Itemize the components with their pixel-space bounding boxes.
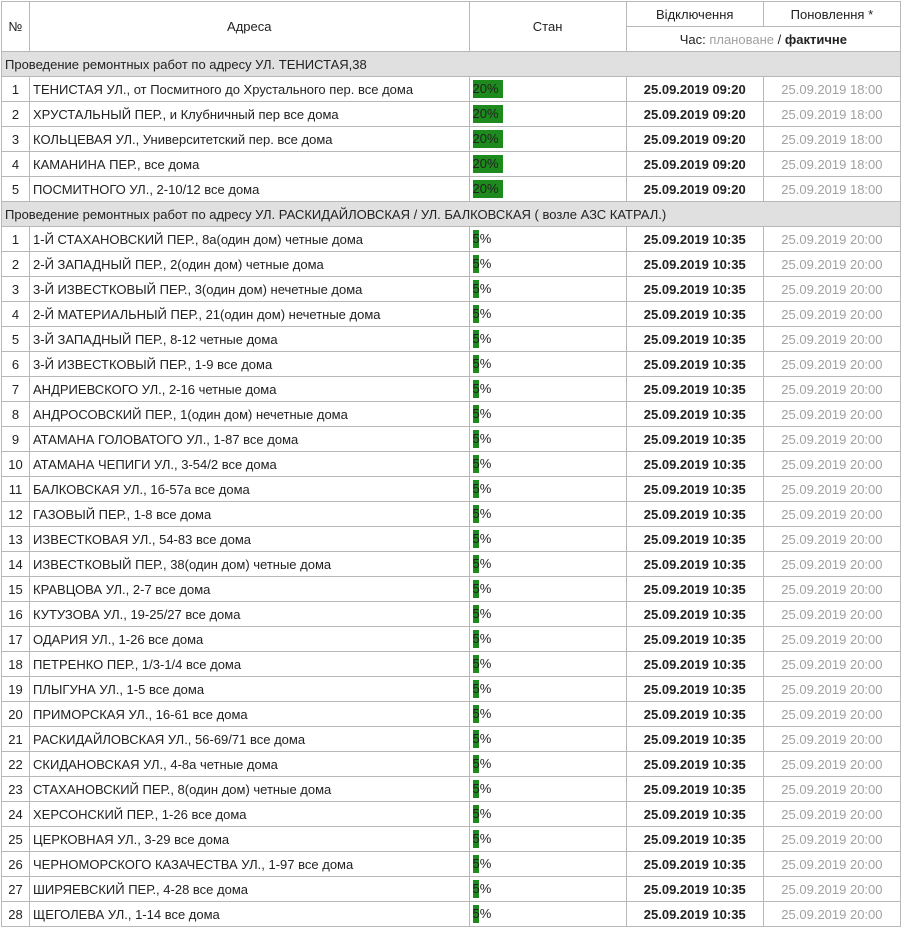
row-num: 15 <box>2 577 30 602</box>
row-state <box>469 902 626 927</box>
row-num: 21 <box>2 727 30 752</box>
row-update-time: 25.09.2019 20:00 <box>763 802 900 827</box>
row-state <box>469 652 626 677</box>
row-address: БАЛКОВСКАЯ УЛ., 1б-57а все дома <box>30 477 469 502</box>
row-address: ЧЕРНОМОРСКОГО КАЗАЧЕСТВА УЛ., 1-97 все дома <box>30 852 469 877</box>
table-row <box>2 477 901 502</box>
row-address: ХЕРСОНСКИЙ ПЕР., 1-26 все дома <box>30 802 469 827</box>
row-update-time: 25.09.2019 20:00 <box>763 902 900 927</box>
row-state <box>469 477 626 502</box>
table-row <box>2 102 901 127</box>
row-num: 7 <box>2 377 30 402</box>
progress-label: 5% <box>472 431 492 446</box>
progress-label: 20% <box>472 181 499 196</box>
row-update-time: 25.09.2019 20:00 <box>763 327 900 352</box>
progress-bar <box>473 655 623 673</box>
table-row <box>2 227 901 252</box>
row-num: 8 <box>2 402 30 427</box>
row-state <box>469 102 626 127</box>
progress-bar <box>473 705 623 723</box>
row-state <box>469 402 626 427</box>
row-address: ПЕТРЕНКО ПЕР., 1/3-1/4 все дома <box>30 652 469 677</box>
row-address: ИЗВЕСТКОВАЯ УЛ., 54-83 все дома <box>30 527 469 552</box>
row-state <box>469 252 626 277</box>
progress-bar <box>473 580 623 598</box>
progress-bar <box>473 405 623 423</box>
progress-label: 5% <box>472 406 492 421</box>
progress-label: 5% <box>472 306 492 321</box>
row-state <box>469 852 626 877</box>
table-row <box>2 602 901 627</box>
row-num: 19 <box>2 677 30 702</box>
progress-label: 5% <box>472 356 492 371</box>
progress-label: 5% <box>472 531 492 546</box>
planned-label: плановане <box>709 31 774 47</box>
row-address: КОЛЬЦЕВАЯ УЛ., Университетский пер. все дома <box>30 127 469 152</box>
table-row <box>2 177 901 202</box>
progress-bar <box>473 680 623 698</box>
progress-label: 5% <box>472 381 492 396</box>
row-state <box>469 277 626 302</box>
group-row <box>2 202 901 227</box>
progress-bar <box>473 455 623 473</box>
row-off-time: 25.09.2019 10:35 <box>626 352 763 377</box>
progress-label: 5% <box>472 556 492 571</box>
row-off-time: 25.09.2019 10:35 <box>626 402 763 427</box>
row-update-time: 25.09.2019 18:00 <box>763 152 900 177</box>
row-num: 17 <box>2 627 30 652</box>
progress-bar <box>473 830 623 848</box>
row-off-time: 25.09.2019 10:35 <box>626 227 763 252</box>
row-state <box>469 752 626 777</box>
row-state <box>469 727 626 752</box>
progress-label: 20% <box>472 81 499 96</box>
row-off-time: 25.09.2019 10:35 <box>626 452 763 477</box>
progress-bar <box>473 805 623 823</box>
row-update-time: 25.09.2019 18:00 <box>763 177 900 202</box>
row-off-time: 25.09.2019 09:20 <box>626 77 763 102</box>
row-update-time: 25.09.2019 18:00 <box>763 77 900 102</box>
row-address: АНДРОСОВСКИЙ ПЕР., 1(один дом) нечетные дома <box>30 402 469 427</box>
row-update-time: 25.09.2019 20:00 <box>763 552 900 577</box>
row-off-time: 25.09.2019 09:20 <box>626 102 763 127</box>
row-off-time: 25.09.2019 10:35 <box>626 852 763 877</box>
row-num: 25 <box>2 827 30 852</box>
row-update-time: 25.09.2019 20:00 <box>763 727 900 752</box>
header-row <box>2 2 901 27</box>
row-update-time: 25.09.2019 20:00 <box>763 277 900 302</box>
row-off-time: 25.09.2019 10:35 <box>626 377 763 402</box>
row-num: 3 <box>2 127 30 152</box>
row-off-time: 25.09.2019 10:35 <box>626 302 763 327</box>
table-body <box>2 52 901 927</box>
row-off-time: 25.09.2019 09:20 <box>626 127 763 152</box>
progress-label: 5% <box>472 656 492 671</box>
progress-label: 5% <box>472 331 492 346</box>
progress-label: 5% <box>472 231 492 246</box>
progress-bar <box>473 780 623 798</box>
table-row <box>2 327 901 352</box>
row-address: КУТУЗОВА УЛ., 19-25/27 все дома <box>30 602 469 627</box>
progress-bar <box>473 80 623 98</box>
row-off-time: 25.09.2019 10:35 <box>626 602 763 627</box>
row-update-time: 25.09.2019 20:00 <box>763 527 900 552</box>
row-num: 14 <box>2 552 30 577</box>
row-update-time: 25.09.2019 20:00 <box>763 852 900 877</box>
table-row <box>2 402 901 427</box>
table-row <box>2 852 901 877</box>
row-address: ТЕНИСТАЯ УЛ., от Посмитного до Хрустального пер. все дома <box>30 77 469 102</box>
row-update-time: 25.09.2019 20:00 <box>763 427 900 452</box>
row-off-time: 25.09.2019 09:20 <box>626 177 763 202</box>
row-state <box>469 77 626 102</box>
row-address: ХРУСТАЛЬНЫЙ ПЕР., и Клубничный пер все дома <box>30 102 469 127</box>
row-num: 2 <box>2 102 30 127</box>
row-state <box>469 352 626 377</box>
progress-label: 5% <box>472 781 492 796</box>
row-update-time: 25.09.2019 18:00 <box>763 127 900 152</box>
row-num: 11 <box>2 477 30 502</box>
row-update-time: 25.09.2019 20:00 <box>763 252 900 277</box>
table-row <box>2 277 901 302</box>
row-address: АНДРИЕВСКОГО УЛ., 2-16 четные дома <box>30 377 469 402</box>
progress-bar <box>473 180 623 198</box>
progress-label: 5% <box>472 681 492 696</box>
row-num: 1 <box>2 227 30 252</box>
progress-bar <box>473 255 623 273</box>
row-update-time: 25.09.2019 20:00 <box>763 302 900 327</box>
row-address: ПРИМОРСКАЯ УЛ., 16-61 все дома <box>30 702 469 727</box>
row-address: РАСКИДАЙЛОВСКАЯ УЛ., 56-69/71 все дома <box>30 727 469 752</box>
row-state <box>469 452 626 477</box>
progress-label: 5% <box>472 906 492 921</box>
table-row <box>2 677 901 702</box>
row-num: 12 <box>2 502 30 527</box>
row-num: 22 <box>2 752 30 777</box>
row-off-time: 25.09.2019 10:35 <box>626 427 763 452</box>
group-title: Проведение ремонтных работ по адресу УЛ. ТЕНИСТАЯ,38 <box>2 52 901 77</box>
row-address: 2-Й ЗАПАДНЫЙ ПЕР., 2(один дом) четные дома <box>30 252 469 277</box>
row-off-time: 25.09.2019 10:35 <box>626 577 763 602</box>
row-num: 3 <box>2 277 30 302</box>
row-state <box>469 552 626 577</box>
row-off-time: 25.09.2019 10:35 <box>626 277 763 302</box>
row-state <box>469 802 626 827</box>
row-state <box>469 377 626 402</box>
table-row <box>2 302 901 327</box>
progress-bar <box>473 905 623 923</box>
legend-separator: / <box>777 31 782 47</box>
table-row <box>2 702 901 727</box>
row-num: 16 <box>2 602 30 627</box>
progress-bar <box>473 605 623 623</box>
header-state: Стан <box>469 2 626 52</box>
progress-bar <box>473 430 623 448</box>
row-update-time: 25.09.2019 20:00 <box>763 602 900 627</box>
row-num: 6 <box>2 352 30 377</box>
table-row <box>2 752 901 777</box>
row-address: АТАМАНА ГОЛОВАТОГО УЛ., 1-87 все дома <box>30 427 469 452</box>
row-num: 27 <box>2 877 30 902</box>
progress-label: 5% <box>472 606 492 621</box>
row-num: 23 <box>2 777 30 802</box>
progress-bar <box>473 555 623 573</box>
row-state <box>469 602 626 627</box>
progress-label: 5% <box>472 881 492 896</box>
progress-bar <box>473 480 623 498</box>
row-off-time: 25.09.2019 10:35 <box>626 727 763 752</box>
row-off-time: 25.09.2019 10:35 <box>626 477 763 502</box>
row-update-time: 25.09.2019 20:00 <box>763 577 900 602</box>
row-update-time: 25.09.2019 20:00 <box>763 702 900 727</box>
progress-label: 5% <box>472 806 492 821</box>
row-off-time: 25.09.2019 10:35 <box>626 252 763 277</box>
header-address: Адреса <box>30 2 469 52</box>
actual-label: фактичне <box>784 31 847 47</box>
table-row <box>2 502 901 527</box>
row-off-time: 25.09.2019 10:35 <box>626 627 763 652</box>
row-address: 3-Й ИЗВЕСТКОВЫЙ ПЕР., 1-9 все дома <box>30 352 469 377</box>
row-address: АТАМАНА ЧЕПИГИ УЛ., 3-54/2 все дома <box>30 452 469 477</box>
row-num: 28 <box>2 902 30 927</box>
time-legend <box>626 27 900 52</box>
progress-bar <box>473 355 623 373</box>
table-row <box>2 552 901 577</box>
table-row <box>2 427 901 452</box>
row-num: 2 <box>2 252 30 277</box>
header-update: Поновлення * <box>763 2 900 27</box>
progress-label: 5% <box>472 631 492 646</box>
progress-label: 20% <box>472 106 499 121</box>
progress-label: 5% <box>472 256 492 271</box>
row-off-time: 25.09.2019 10:35 <box>626 502 763 527</box>
table-row <box>2 652 901 677</box>
row-update-time: 25.09.2019 20:00 <box>763 452 900 477</box>
row-address: 3-Й ЗАПАДНЫЙ ПЕР., 8-12 четные дома <box>30 327 469 352</box>
table-row <box>2 527 901 552</box>
outages-table <box>1 1 901 927</box>
group-row <box>2 52 901 77</box>
progress-label: 20% <box>472 156 499 171</box>
row-state <box>469 427 626 452</box>
row-num: 1 <box>2 77 30 102</box>
row-address: ОДАРИЯ УЛ., 1-26 все дома <box>30 627 469 652</box>
progress-bar <box>473 280 623 298</box>
progress-bar <box>473 505 623 523</box>
progress-label: 5% <box>472 856 492 871</box>
row-address: ПЛЫГУНА УЛ., 1-5 все дома <box>30 677 469 702</box>
row-num: 24 <box>2 802 30 827</box>
time-label: Час: <box>679 31 706 47</box>
row-address: ПОСМИТНОГО УЛ., 2-10/12 все дома <box>30 177 469 202</box>
row-address: КАМАНИНА ПЕР., все дома <box>30 152 469 177</box>
row-update-time: 25.09.2019 20:00 <box>763 777 900 802</box>
row-state <box>469 502 626 527</box>
table-row <box>2 727 901 752</box>
row-state <box>469 577 626 602</box>
row-update-time: 25.09.2019 20:00 <box>763 752 900 777</box>
progress-bar <box>473 155 623 173</box>
table-row <box>2 577 901 602</box>
row-off-time: 25.09.2019 10:35 <box>626 677 763 702</box>
row-state <box>469 527 626 552</box>
progress-label: 5% <box>472 456 492 471</box>
row-address: СТАХАНОВСКИЙ ПЕР., 8(один дом) четные дома <box>30 777 469 802</box>
row-num: 20 <box>2 702 30 727</box>
row-num: 5 <box>2 177 30 202</box>
progress-label: 5% <box>472 581 492 596</box>
table-row <box>2 352 901 377</box>
row-state <box>469 627 626 652</box>
table-row <box>2 877 901 902</box>
row-num: 4 <box>2 152 30 177</box>
table-row <box>2 252 901 277</box>
progress-bar <box>473 230 623 248</box>
row-update-time: 25.09.2019 20:00 <box>763 877 900 902</box>
row-off-time: 25.09.2019 10:35 <box>626 702 763 727</box>
row-state <box>469 227 626 252</box>
row-num: 26 <box>2 852 30 877</box>
row-off-time: 25.09.2019 10:35 <box>626 877 763 902</box>
row-address: 2-Й МАТЕРИАЛЬНЫЙ ПЕР., 21(один дом) нечетные дома <box>30 302 469 327</box>
row-state <box>469 302 626 327</box>
row-update-time: 25.09.2019 20:00 <box>763 827 900 852</box>
group-title: Проведение ремонтных работ по адресу УЛ. РАСКИДАЙЛОВСКАЯ / УЛ. БАЛКОВСКАЯ ( возле АЗС КАТРАЛ.) <box>2 202 901 227</box>
table-row <box>2 152 901 177</box>
row-update-time: 25.09.2019 20:00 <box>763 677 900 702</box>
row-off-time: 25.09.2019 09:20 <box>626 152 763 177</box>
row-update-time: 25.09.2019 20:00 <box>763 652 900 677</box>
row-num: 18 <box>2 652 30 677</box>
progress-label: 5% <box>472 506 492 521</box>
row-update-time: 25.09.2019 20:00 <box>763 502 900 527</box>
row-state <box>469 702 626 727</box>
row-off-time: 25.09.2019 10:35 <box>626 752 763 777</box>
row-state <box>469 152 626 177</box>
row-address: ЩЕГОЛЕВА УЛ., 1-14 все дома <box>30 902 469 927</box>
header-num: № <box>2 2 30 52</box>
table-row <box>2 902 901 927</box>
row-off-time: 25.09.2019 10:35 <box>626 827 763 852</box>
row-update-time: 25.09.2019 20:00 <box>763 377 900 402</box>
progress-bar <box>473 305 623 323</box>
row-address: ЦЕРКОВНАЯ УЛ., 3-29 все дома <box>30 827 469 852</box>
progress-bar <box>473 880 623 898</box>
row-state <box>469 127 626 152</box>
progress-bar <box>473 130 623 148</box>
table-row <box>2 127 901 152</box>
row-address: ШИРЯЕВСКИЙ ПЕР., 4-28 все дома <box>30 877 469 902</box>
row-address: 3-Й ИЗВЕСТКОВЫЙ ПЕР., 3(один дом) нечетные дома <box>30 277 469 302</box>
progress-bar <box>473 530 623 548</box>
table-row <box>2 777 901 802</box>
row-state <box>469 677 626 702</box>
row-state <box>469 827 626 852</box>
row-address: ИЗВЕСТКОВЫЙ ПЕР., 38(один дом) четные дома <box>30 552 469 577</box>
row-state <box>469 327 626 352</box>
row-state <box>469 877 626 902</box>
row-off-time: 25.09.2019 10:35 <box>626 327 763 352</box>
row-off-time: 25.09.2019 10:35 <box>626 552 763 577</box>
row-num: 9 <box>2 427 30 452</box>
progress-bar <box>473 105 623 123</box>
row-update-time: 25.09.2019 18:00 <box>763 102 900 127</box>
row-num: 10 <box>2 452 30 477</box>
row-off-time: 25.09.2019 10:35 <box>626 902 763 927</box>
progress-label: 5% <box>472 831 492 846</box>
table-row <box>2 377 901 402</box>
row-update-time: 25.09.2019 20:00 <box>763 402 900 427</box>
row-num: 5 <box>2 327 30 352</box>
progress-bar <box>473 855 623 873</box>
table-row <box>2 627 901 652</box>
row-update-time: 25.09.2019 20:00 <box>763 477 900 502</box>
progress-bar <box>473 380 623 398</box>
row-off-time: 25.09.2019 10:35 <box>626 652 763 677</box>
row-update-time: 25.09.2019 20:00 <box>763 352 900 377</box>
progress-label: 20% <box>472 131 499 146</box>
row-update-time: 25.09.2019 20:00 <box>763 627 900 652</box>
row-state <box>469 777 626 802</box>
row-address: 1-Й СТАХАНОВСКИЙ ПЕР., 8а(один дом) четные дома <box>30 227 469 252</box>
progress-label: 5% <box>472 731 492 746</box>
header-off: Відключення <box>626 2 763 27</box>
table-header <box>2 2 901 52</box>
row-off-time: 25.09.2019 10:35 <box>626 777 763 802</box>
progress-label: 5% <box>472 481 492 496</box>
progress-label: 5% <box>472 281 492 296</box>
row-address: ГАЗОВЫЙ ПЕР., 1-8 все дома <box>30 502 469 527</box>
table-row <box>2 77 901 102</box>
progress-bar <box>473 730 623 748</box>
row-address: СКИДАНОВСКАЯ УЛ., 4-8а четные дома <box>30 752 469 777</box>
progress-bar <box>473 630 623 648</box>
row-update-time: 25.09.2019 20:00 <box>763 227 900 252</box>
row-address: КРАВЦОВА УЛ., 2-7 все дома <box>30 577 469 602</box>
table-row <box>2 452 901 477</box>
progress-bar <box>473 330 623 348</box>
row-num: 4 <box>2 302 30 327</box>
table-row <box>2 802 901 827</box>
row-off-time: 25.09.2019 10:35 <box>626 802 763 827</box>
progress-label: 5% <box>472 706 492 721</box>
table-row <box>2 827 901 852</box>
row-num: 13 <box>2 527 30 552</box>
row-state <box>469 177 626 202</box>
row-off-time: 25.09.2019 10:35 <box>626 527 763 552</box>
progress-bar <box>473 755 623 773</box>
progress-label: 5% <box>472 756 492 771</box>
